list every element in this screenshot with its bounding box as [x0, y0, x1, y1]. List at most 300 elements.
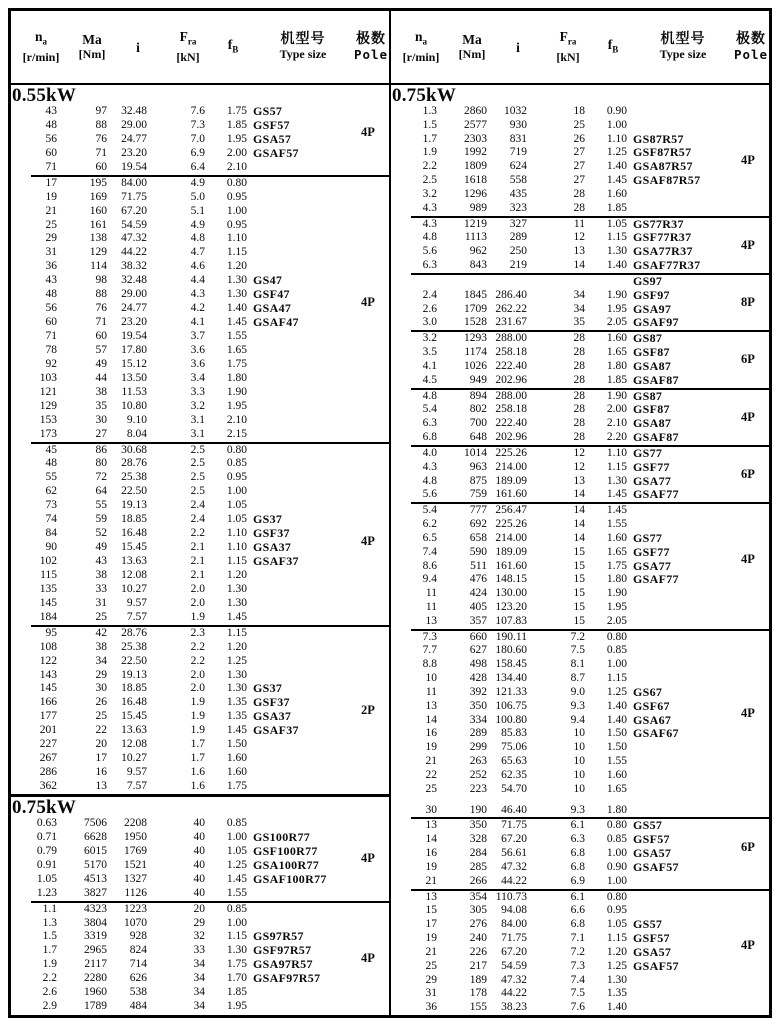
na-cell: 90	[45, 541, 57, 554]
type-size-label: GSF77R37	[633, 230, 692, 245]
data-row	[11, 873, 389, 887]
fb-cell: 2.10	[606, 417, 627, 430]
ma-cell: 138	[89, 232, 107, 245]
i-cell: 30.68	[121, 443, 147, 456]
ma-cell: 29	[95, 668, 107, 681]
fb-cell: 1.40	[606, 160, 627, 173]
na-cell: 0.79	[36, 844, 57, 857]
data-row	[11, 260, 389, 274]
i-cell: 222.40	[495, 417, 527, 430]
na-cell: 13	[425, 819, 437, 832]
i-cell: 1032	[504, 105, 527, 117]
na-cell: 4.3	[422, 460, 437, 473]
data-row	[391, 447, 769, 461]
fra-cell: 8.7	[570, 672, 585, 685]
i-cell: 262.22	[495, 302, 527, 315]
ma-cell: 350	[469, 819, 487, 832]
na-cell: 2.6	[42, 986, 57, 999]
fra-cell: 34	[573, 288, 585, 301]
na-cell: 4.1	[422, 359, 437, 372]
fb-cell: 1.45	[226, 316, 247, 329]
fra-cell: 34	[193, 1000, 205, 1013]
fb-cell: 1.55	[226, 330, 247, 342]
i-cell: 85.83	[501, 727, 527, 740]
table-header-left	[11, 11, 389, 85]
fb-cell: 1.85	[606, 373, 627, 386]
i-cell: 258.18	[495, 403, 527, 416]
fb-cell: 1.65	[606, 346, 627, 359]
na-cell: 36	[425, 1001, 437, 1014]
fra-cell: 15	[573, 559, 585, 572]
fb-cell: 1.60	[606, 187, 627, 200]
fra-cell: 4.9	[190, 218, 205, 231]
header-col-pole	[353, 32, 389, 62]
data-row	[11, 499, 389, 513]
type-size-label: GS77	[633, 530, 663, 545]
data-row	[391, 275, 769, 289]
ma-cell: 55	[95, 499, 107, 512]
type-size-label: GSAF47	[253, 315, 299, 330]
type-size-list	[633, 447, 679, 502]
ma-cell: 71	[95, 146, 107, 159]
type-size-list	[633, 532, 679, 587]
type-size-label: GS47	[253, 273, 283, 288]
rating-block	[11, 444, 389, 625]
data-row	[391, 403, 769, 417]
fra-cell: 34	[193, 972, 205, 985]
ma-cell: 178	[469, 987, 487, 1000]
fra-cell: 7.2	[570, 630, 585, 643]
ma-cell: 86	[95, 443, 107, 456]
pole-label: 2P	[361, 702, 375, 717]
i-cell: 28.76	[121, 626, 147, 639]
fb-cell: 1.15	[226, 930, 247, 943]
data-row	[391, 560, 769, 574]
fb-cell: 1.75	[226, 958, 247, 971]
i-cell: 29.00	[121, 288, 147, 301]
i-cell: 9.57	[126, 766, 147, 779]
fra-cell: 40	[193, 872, 205, 885]
na-cell: 13	[425, 699, 437, 712]
fra-cell: 6.8	[570, 847, 585, 860]
fra-cell: 28	[573, 403, 585, 416]
ma-cell: 1528	[464, 316, 487, 329]
fb-cell: 1.30	[226, 288, 247, 301]
ma-cell: 223	[469, 782, 487, 795]
data-row	[11, 246, 389, 260]
fra-cell: 4.1	[190, 316, 205, 329]
na-cell: 62	[45, 485, 57, 498]
ma-cell: 498	[469, 658, 487, 671]
data-row	[11, 288, 389, 302]
i-cell: 288.00	[495, 389, 527, 402]
type-size-list	[633, 275, 679, 330]
na-cell: 1.3	[42, 916, 57, 929]
data-row	[11, 752, 389, 766]
i-cell: 286.40	[495, 288, 527, 301]
na-cell: 145	[39, 682, 57, 695]
ma-cell: 20	[95, 738, 107, 751]
ma-cell: 1174	[464, 346, 487, 359]
na-cell: 115	[40, 568, 57, 581]
i-cell: 24.77	[121, 132, 147, 145]
ma-cell: 52	[95, 527, 107, 540]
fb-cell: 1.15	[226, 555, 247, 567]
type-size-label: GSF37	[253, 695, 290, 710]
i-cell: 202.96	[495, 431, 527, 444]
ma-cell: 692	[469, 518, 487, 531]
ma-cell: 60	[95, 160, 107, 173]
ma-cell: 1845	[464, 288, 487, 301]
fra-cell: 10	[573, 782, 585, 795]
ma-cell: 1789	[84, 1000, 107, 1013]
fra-cell: 10	[573, 755, 585, 768]
i-cell: 435	[509, 187, 527, 200]
i-cell: 928	[129, 930, 147, 943]
na-cell: 4.8	[422, 231, 437, 244]
i-cell: 831	[509, 132, 527, 145]
fb-cell: 1.45	[606, 174, 627, 187]
fb-cell: 1.70	[226, 972, 247, 985]
fra-cell: 2.0	[190, 682, 205, 695]
i-cell: 32.48	[121, 105, 147, 117]
ma-cell: 30	[95, 413, 107, 426]
ma-cell: 802	[469, 403, 487, 416]
type-size-label: GSAF87R57	[633, 173, 701, 188]
header-col-i	[113, 40, 163, 55]
ma-cell: 3319	[84, 930, 107, 943]
table-header-right	[391, 11, 769, 85]
ma-cell: 875	[469, 474, 487, 487]
fb-cell: 1.85	[606, 201, 627, 214]
pole-label: 4P	[361, 533, 375, 548]
ma-cell: 169	[89, 190, 107, 203]
ma-cell: 59	[95, 513, 107, 526]
na-cell: 6.2	[422, 518, 437, 531]
fra-cell: 14	[573, 259, 585, 272]
na-cell: 25	[45, 218, 57, 231]
data-row	[391, 303, 769, 317]
na-cell: 7.7	[422, 644, 437, 657]
na-cell: 3.2	[422, 187, 437, 200]
na-cell: 5.6	[422, 245, 437, 258]
fb-cell: 0.85	[226, 902, 247, 915]
fra-cell: 6.4	[190, 160, 205, 173]
i-cell: 67.20	[501, 945, 527, 958]
fra-cell: 3.2	[190, 399, 205, 412]
data-row	[11, 831, 389, 845]
ma-cell: 2860	[464, 105, 487, 117]
data-row	[11, 641, 389, 655]
data-row	[11, 986, 389, 1000]
header-unit-fra: [kN]	[556, 49, 580, 64]
fra-cell: 4.9	[190, 176, 205, 189]
fra-cell: 9.3	[570, 803, 585, 816]
ma-cell: 2965	[84, 944, 107, 957]
i-cell: 10.27	[121, 582, 147, 595]
fb-cell: 0.85	[226, 816, 247, 829]
ma-cell: 1113	[464, 231, 487, 244]
i-cell: 47.32	[121, 232, 147, 245]
header-symbol-na: $n_a$	[34, 29, 47, 47]
fb-cell: 2.00	[226, 146, 247, 159]
data-row	[11, 958, 389, 972]
pole-label: 4P	[741, 706, 755, 721]
ma-cell: 1293	[464, 332, 487, 345]
na-cell: 9.4	[422, 573, 437, 586]
fra-cell: 3.4	[190, 371, 205, 384]
pole-label: 4P	[361, 851, 375, 866]
header-col-ma	[451, 32, 493, 62]
fb-cell: 1.95	[226, 1000, 247, 1013]
i-cell: 190.11	[495, 630, 527, 643]
data-row	[391, 360, 769, 374]
data-row	[391, 374, 769, 388]
data-row	[11, 147, 389, 161]
na-cell: 60	[45, 316, 57, 329]
fra-cell: 2.0	[190, 596, 205, 609]
i-cell: 71.75	[501, 819, 527, 832]
na-cell: 5.4	[422, 403, 437, 416]
fra-cell: 34	[573, 302, 585, 315]
type-size-label: GSF87	[633, 402, 670, 417]
type-size-list	[633, 218, 700, 273]
fra-cell: 18	[573, 105, 585, 117]
ma-cell: 190	[469, 803, 487, 816]
i-cell: 19.54	[121, 160, 147, 173]
data-row	[11, 817, 389, 831]
header-col-type	[633, 32, 733, 62]
fb-cell: 1.55	[606, 518, 627, 531]
na-cell: 8.6	[422, 559, 437, 572]
i-cell: 930	[509, 118, 527, 131]
fra-cell: 2.4	[190, 499, 205, 512]
header-unit-fra: [kN]	[176, 49, 200, 64]
na-cell: 143	[39, 668, 57, 681]
na-cell: 1.7	[42, 944, 57, 957]
fra-cell: 28	[573, 373, 585, 386]
power-section-0.75kW	[11, 794, 389, 1014]
fb-cell: 1.55	[606, 755, 627, 768]
data-row	[11, 274, 389, 288]
fb-cell: 0.85	[606, 644, 627, 657]
i-cell: 719	[509, 146, 527, 159]
na-cell: 2.6	[422, 302, 437, 315]
fra-cell: 7.3	[190, 118, 205, 131]
power-section-title: 0.55kW	[12, 85, 77, 106]
na-cell: 19	[425, 932, 437, 945]
fb-cell: 0.80	[606, 819, 627, 832]
na-cell: 22	[425, 768, 437, 781]
ma-cell: 6015	[84, 844, 107, 857]
data-row	[391, 833, 769, 847]
data-row	[11, 219, 389, 233]
i-cell: 484	[129, 1000, 147, 1013]
header-unit-ma: [Nm]	[78, 47, 106, 61]
i-cell: 626	[129, 972, 147, 985]
ma-cell: 97	[95, 105, 107, 117]
fb-cell: 0.90	[606, 860, 627, 873]
fb-cell: 1.95	[606, 600, 627, 613]
fb-cell: 1.40	[606, 713, 627, 726]
data-row	[11, 457, 389, 471]
i-cell: 67.20	[121, 204, 147, 217]
data-row	[391, 741, 769, 755]
row-gap	[391, 797, 769, 804]
na-cell: 60	[45, 146, 57, 159]
pole-label: 6P	[741, 467, 755, 482]
data-row	[391, 546, 769, 560]
fra-cell: 25	[573, 118, 585, 131]
header-symbol-fb: $f_B$	[607, 36, 619, 55]
fb-cell: 1.90	[606, 389, 627, 402]
fb-cell: 1.30	[606, 474, 627, 487]
fb-cell: 2.00	[606, 403, 627, 416]
data-row	[391, 714, 769, 728]
header-col-type	[253, 32, 353, 62]
fb-cell: 1.35	[226, 710, 247, 723]
fb-cell: 1.10	[606, 132, 627, 145]
data-row	[391, 615, 769, 629]
type-size-list	[633, 918, 679, 973]
type-size-label: GSA47	[253, 301, 292, 316]
na-cell: 3.2	[422, 332, 437, 345]
na-cell: 43	[45, 274, 57, 287]
fra-cell: 32	[193, 930, 205, 943]
i-cell: 23.20	[121, 316, 147, 329]
fra-cell: 27	[573, 160, 585, 173]
header-unit-type: Type size	[659, 47, 707, 61]
pole-label: 8P	[741, 295, 755, 310]
na-cell: 14	[425, 713, 437, 726]
fra-cell: 2.0	[190, 582, 205, 595]
fra-cell: 40	[193, 830, 205, 843]
fra-cell: 28	[573, 332, 585, 345]
fb-cell: 0.95	[226, 190, 247, 203]
type-size-list	[253, 682, 299, 738]
fra-cell: 28	[573, 201, 585, 214]
rating-block	[11, 177, 389, 442]
na-cell: 4.3	[422, 201, 437, 214]
data-row	[391, 133, 769, 147]
fb-cell: 1.10	[226, 541, 247, 554]
pole-label: 6P	[741, 839, 755, 854]
type-size-label: GSAF57	[633, 859, 679, 874]
data-row	[391, 218, 769, 232]
i-cell: 121.33	[495, 685, 527, 698]
na-cell: 1.05	[36, 872, 57, 885]
i-cell: 46.40	[501, 803, 527, 816]
ma-cell: 98	[95, 274, 107, 287]
fra-cell: 4.3	[190, 288, 205, 301]
na-cell: 227	[39, 738, 57, 751]
data-row	[11, 611, 389, 625]
i-cell: 225.26	[495, 518, 527, 531]
ma-cell: 424	[469, 587, 487, 600]
ma-cell: 627	[469, 644, 487, 657]
na-cell: 102	[39, 555, 57, 567]
header-col-ma	[71, 32, 113, 62]
pole-label: 6P	[741, 352, 755, 367]
i-cell: 13.50	[121, 371, 147, 384]
na-cell: 267	[39, 752, 57, 765]
rating-block	[391, 218, 769, 273]
header-symbol-i: i	[136, 39, 140, 55]
data-row	[11, 161, 389, 175]
i-cell: 289	[509, 231, 527, 244]
pole-label: 4P	[741, 938, 755, 953]
fra-cell: 26	[573, 132, 585, 145]
ma-cell: 1992	[464, 146, 487, 159]
rating-block	[391, 390, 769, 445]
fra-cell: 6.1	[570, 890, 585, 903]
data-row	[11, 669, 389, 683]
fb-cell: 1.50	[606, 741, 627, 754]
i-cell: 16.48	[121, 696, 147, 709]
i-cell: 1950	[124, 830, 147, 843]
i-cell: 75.06	[501, 741, 527, 754]
fb-cell: 1.85	[226, 118, 247, 131]
fb-cell: 1.55	[226, 886, 247, 899]
fb-cell: 1.20	[226, 260, 247, 273]
header-symbol-ma: Ma	[82, 32, 102, 47]
ma-cell: 38	[95, 640, 107, 653]
data-row	[391, 160, 769, 174]
fra-cell: 7.3	[570, 959, 585, 972]
fb-cell: 0.90	[606, 105, 627, 117]
header-symbol-i: i	[516, 39, 520, 55]
fra-cell: 3.7	[190, 330, 205, 342]
ma-cell: 80	[95, 457, 107, 470]
na-cell: 95	[45, 626, 57, 639]
na-cell: 17	[425, 918, 437, 931]
fb-cell: 1.05	[606, 217, 627, 230]
na-cell: 4.8	[422, 474, 437, 487]
fra-cell: 6.1	[570, 819, 585, 832]
header-col-na	[11, 29, 71, 65]
data-row	[11, 583, 389, 597]
data-row	[391, 891, 769, 905]
fra-cell: 2.0	[190, 668, 205, 681]
fra-cell: 40	[193, 816, 205, 829]
ma-cell: 285	[469, 860, 487, 873]
i-cell: 18.85	[121, 682, 147, 695]
i-cell: 13.63	[121, 724, 147, 737]
ma-cell: 43	[95, 555, 107, 567]
type-size-label: GSA77	[633, 558, 672, 573]
na-cell: 4.3	[422, 217, 437, 230]
fb-cell: 1.00	[226, 204, 247, 217]
data-row	[391, 202, 769, 216]
data-row	[391, 390, 769, 404]
pole-label: 4P	[741, 237, 755, 252]
i-cell: 25.38	[121, 471, 147, 484]
na-cell: 6.3	[422, 417, 437, 430]
fb-cell: 2.10	[226, 160, 247, 173]
na-cell: 1.5	[42, 930, 57, 943]
type-size-label: GS57	[633, 818, 663, 833]
fb-cell: 0.80	[226, 443, 247, 456]
fb-cell: 0.85	[226, 457, 247, 470]
na-cell: 1.9	[422, 146, 437, 159]
i-cell: 225.26	[495, 446, 527, 459]
fb-cell: 1.00	[606, 847, 627, 860]
data-row	[391, 783, 769, 797]
na-cell: 5.4	[422, 504, 437, 517]
fra-cell: 20	[193, 902, 205, 915]
fra-cell: 15	[573, 614, 585, 627]
type-size-label: GSA100R77	[253, 857, 320, 872]
